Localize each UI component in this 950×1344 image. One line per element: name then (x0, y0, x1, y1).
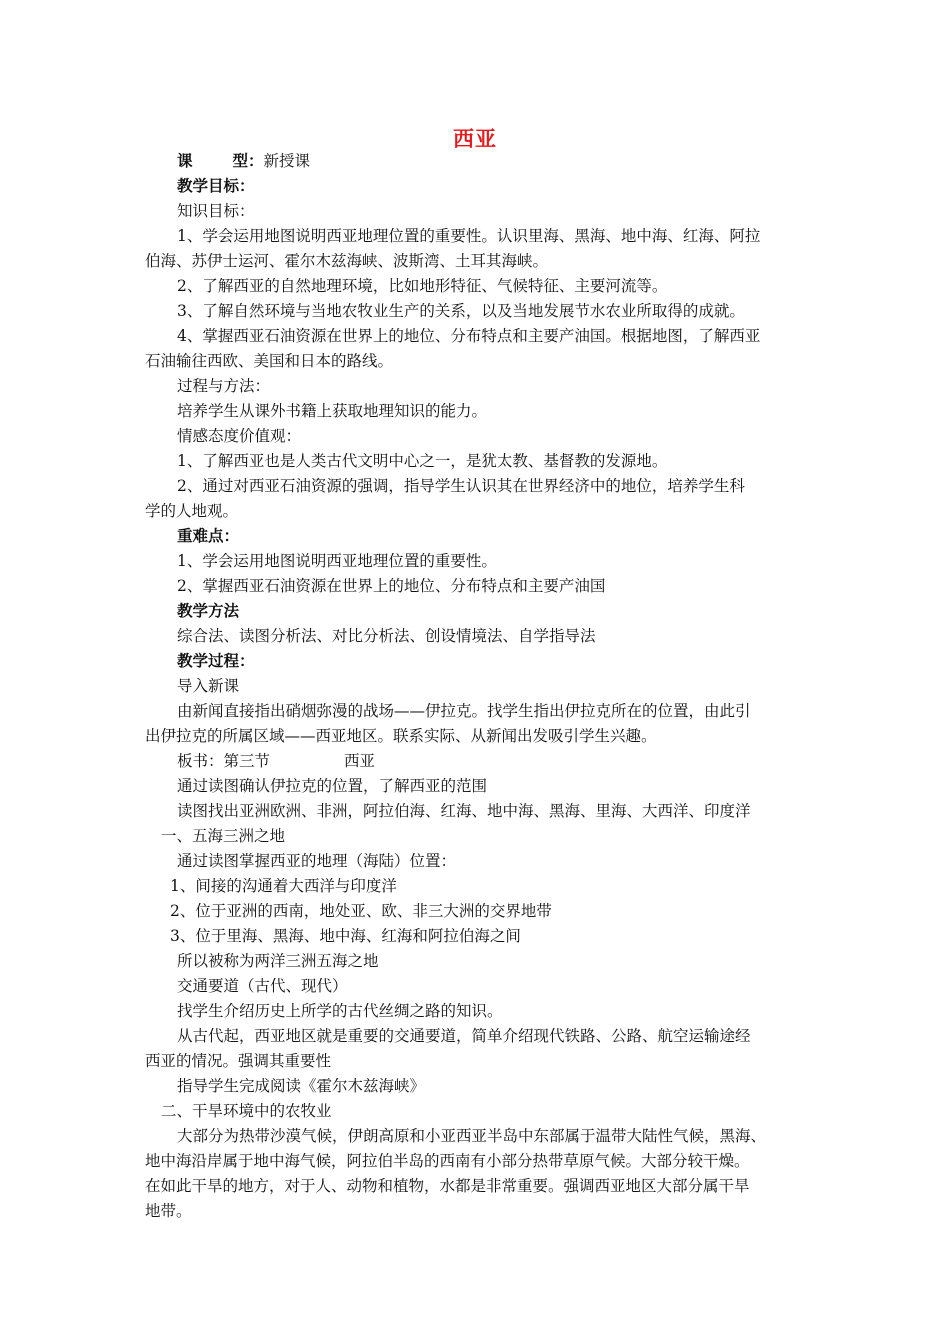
sub-heading: 过程与方法： (177, 377, 271, 395)
course-type-label: 课 型：新授课 (177, 152, 311, 170)
list-item: 2、位于亚洲的西南，地处亚、欧、非三大洲的交界地带 (170, 902, 552, 920)
paragraph-line: 找学生介绍历史上所学的古代丝绸之路的知识。 (177, 1002, 503, 1020)
paragraph-line: 地带。 (145, 1202, 192, 1220)
paragraph-line: 综合法、读图分析法、对比分析法、创设情境法、自学指导法 (177, 627, 596, 645)
sub-heading: 知识目标： (177, 202, 255, 220)
paragraph-line: 从古代起，西亚地区就是重要的交通要道，简单介绍现代铁路、公路、航空运输途经 (177, 1027, 751, 1045)
paragraph-line: 出伊拉克的所属区域——西亚地区。联系实际、从新闻出发吸引学生兴趣。 (145, 727, 657, 745)
paragraph-line: 培养学生从课外书籍上获取地理知识的能力。 (177, 402, 488, 420)
paragraph-line: 伯海、苏伊士运河、霍尔木兹海峡、波斯湾、土耳其海峡。 (145, 252, 549, 270)
sub-heading: 情感态度价值观： (177, 427, 302, 445)
paragraph-line: 由新闻直接指出硝烟弥漫的战场——伊拉克。找学生指出伊拉克所在的位置，由此引 (177, 702, 751, 720)
list-item: 3、位于里海、黑海、地中海、红海和阿拉伯海之间 (170, 927, 521, 945)
paragraph-line: 所以被称为两洋三洲五海之地 (177, 952, 379, 970)
paragraph-line: 1、了解西亚也是人类古代文明中心之一，是犹太教、基督教的发源地。 (177, 452, 668, 470)
paragraph-line: 在如此干旱的地方，对于人、动物和植物，水都是非常重要。强调西亚地区大部分属干旱 (145, 1177, 750, 1195)
paragraph-line: 学的人地观。 (145, 502, 239, 520)
paragraph-line: 指导学生完成阅读《霍尔木兹海峡》 (177, 1077, 426, 1095)
course-type-value: 新授课 (263, 152, 311, 170)
paragraph-line: 1、学会运用地图说明西亚地理位置的重要性。 (177, 552, 497, 570)
section-heading: 教学目标： (177, 177, 255, 195)
paragraph-line: 1、学会运用地图说明西亚地理位置的重要性。认识里海、黑海、地中海、红海、阿拉 (177, 227, 761, 245)
paragraph-line: 地中海沿岸属于地中海气候，阿拉伯半岛的西南有小部分热带草原气候。大部分较干燥。 (145, 1152, 750, 1170)
paragraph-line: 通过读图确认伊拉克的位置，了解西亚的范围 (177, 777, 488, 795)
document-title: 西亚 (453, 127, 497, 151)
paragraph-line: 2、了解西亚的自然地理环境，比如地形特征、气候特征、主要河流等。 (177, 277, 668, 295)
section-heading: 二、干旱环境中的农牧业 (161, 1102, 332, 1120)
paragraph-line: 2、掌握西亚石油资源在世界上的地位、分布特点和主要产油国 (177, 577, 606, 595)
board-heading: 板书：第三节 西亚 (177, 752, 376, 770)
paragraph-line: 石油输往西欧、美国和日本的路线。 (145, 352, 394, 370)
sub-heading: 导入新课 (177, 677, 240, 695)
section-heading: 教学方法 (177, 602, 240, 620)
section-heading: 教学过程： (177, 652, 255, 670)
paragraph-line: 西亚的情况。强调其重要性 (145, 1052, 332, 1070)
section-heading: 一、五海三洲之地 (161, 827, 286, 845)
paragraph-line: 2、通过对西亚石油资源的强调，指导学生认识其在世界经济中的地位，培养学生科 (177, 477, 745, 495)
paragraph-line: 3、了解自然环境与当地农牧业生产的关系，以及当地发展节水农业所取得的成就。 (177, 302, 745, 320)
section-heading: 重难点： (177, 527, 240, 545)
paragraph-line: 通过读图掌握西亚的地理（海陆）位置： (177, 852, 457, 870)
list-item: 1、间接的沟通着大西洋与印度洋 (170, 877, 397, 895)
paragraph-line: 4、掌握西亚石油资源在世界上的地位、分布特点和主要产油国。根据地图，了解西亚 (177, 327, 761, 345)
paragraph-line: 交通要道（古代、现代） (177, 977, 348, 995)
paragraph-line: 大部分为热带沙漠气候，伊朗高原和小亚西亚半岛中东部属于温带大陆性气候，黑海、 (177, 1127, 767, 1145)
paragraph-line: 读图找出亚洲欧洲、非洲，阿拉伯海、红海、地中海、黑海、里海、大西洋、印度洋 (177, 802, 751, 820)
